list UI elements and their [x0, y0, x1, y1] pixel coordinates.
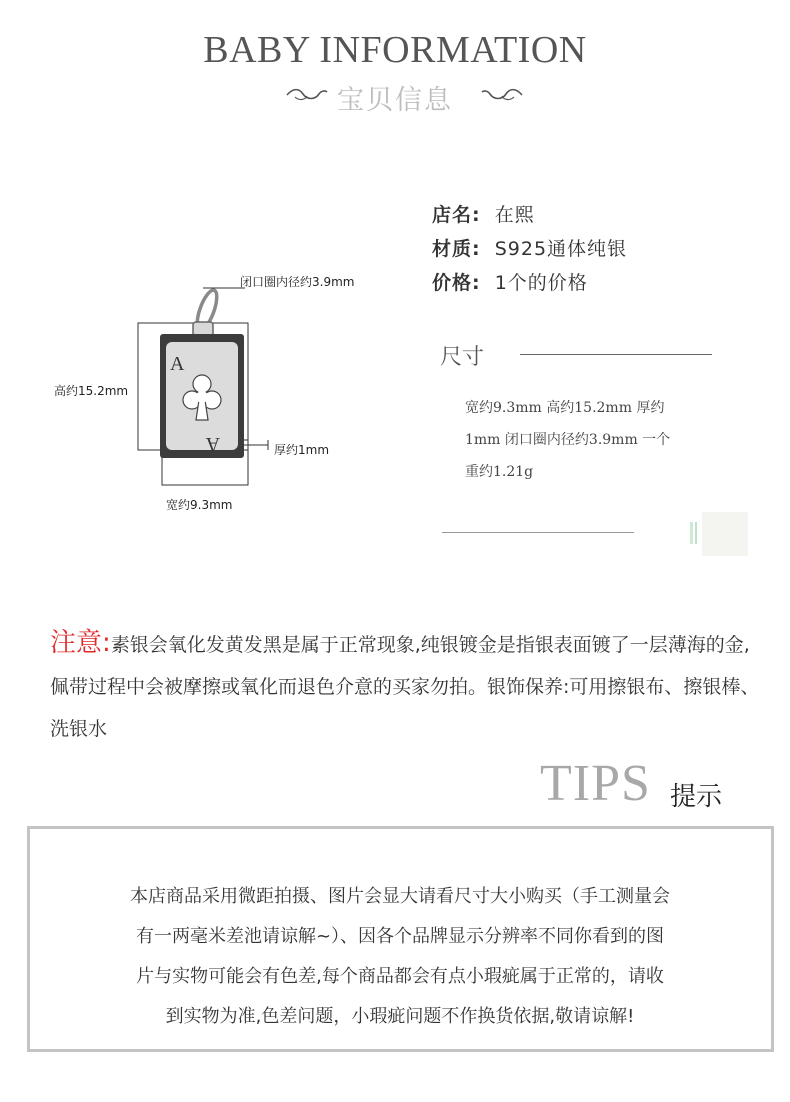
tips-line-2: 有一两毫米差池请谅解~）、因各个品牌显示分辨率不同你看到的图 [135, 926, 665, 947]
tips-line-3: 片与实物可能会有色差,每个商品都会有点小瑕疵属于正常的，请收 [136, 966, 664, 987]
thickness-label: 厚约1mm [274, 443, 330, 457]
info-row-material [432, 234, 627, 268]
note-label: 注意: [50, 628, 111, 658]
size-divider [520, 354, 712, 355]
material-key: 材质: [432, 238, 481, 260]
size-heading: 尺寸 [440, 345, 485, 370]
size-description [465, 392, 725, 488]
page-title: BABY INFORMATION [203, 29, 587, 71]
tips-box [27, 826, 774, 1052]
price-value: 1个的价格 [494, 272, 588, 294]
material-value: S925通体纯银 [494, 238, 628, 260]
inner-ring-label: 闭口圈内径约3.9mm [240, 275, 355, 289]
shop-value: 在熙 [494, 204, 535, 226]
width-label: 宽约9.3mm [166, 498, 233, 512]
tips-text [60, 877, 740, 1037]
info-row-price [432, 268, 627, 302]
page-subtitle: 宝贝信息 [337, 85, 453, 116]
right-flourish-icon [480, 86, 524, 102]
size-line-3: 重约1.21g [465, 464, 534, 480]
care-note [50, 622, 762, 750]
price-key: 价格: [432, 272, 481, 294]
height-label: 高约15.2mm [54, 384, 129, 398]
size-line-1: 宽约9.3mm 高约15.2mm 厚约 [465, 400, 665, 416]
shop-key: 店名: [432, 204, 481, 226]
tips-line-4: 到实物为准,色差问题，小瑕疵问题不作换货依据,敬请谅解! [165, 1006, 635, 1027]
tips-title-cn: 提示 [670, 782, 723, 812]
size-line-2: 1mm 闭口圈内径约3.9mm 一个 [465, 432, 671, 448]
decorative-box [702, 512, 748, 556]
subtitle-row [0, 78, 790, 114]
card-letter-top: A [170, 353, 185, 375]
product-info [432, 200, 627, 302]
tips-line-1: 本店商品采用微距拍摄、图片会显大请看尺寸大小购买（手工测量会 [130, 886, 670, 907]
info-bottom-divider [442, 532, 634, 533]
card-letter-bottom: A [205, 433, 220, 455]
left-flourish-icon [285, 86, 329, 102]
tips-title: TIPS [540, 755, 651, 812]
decorative-strip [690, 522, 700, 544]
product-diagram [40, 260, 400, 530]
info-row-shop [432, 200, 627, 234]
note-text: 素银会氧化发黄发黑是属于正常现象,纯银镀金是指银表面镀了一层薄海的金,佩带过程中会被摩擦或氧化而退色介意的买家勿拍。银饰保养:可用擦银布、擦银棒、洗银水 [50, 634, 760, 740]
